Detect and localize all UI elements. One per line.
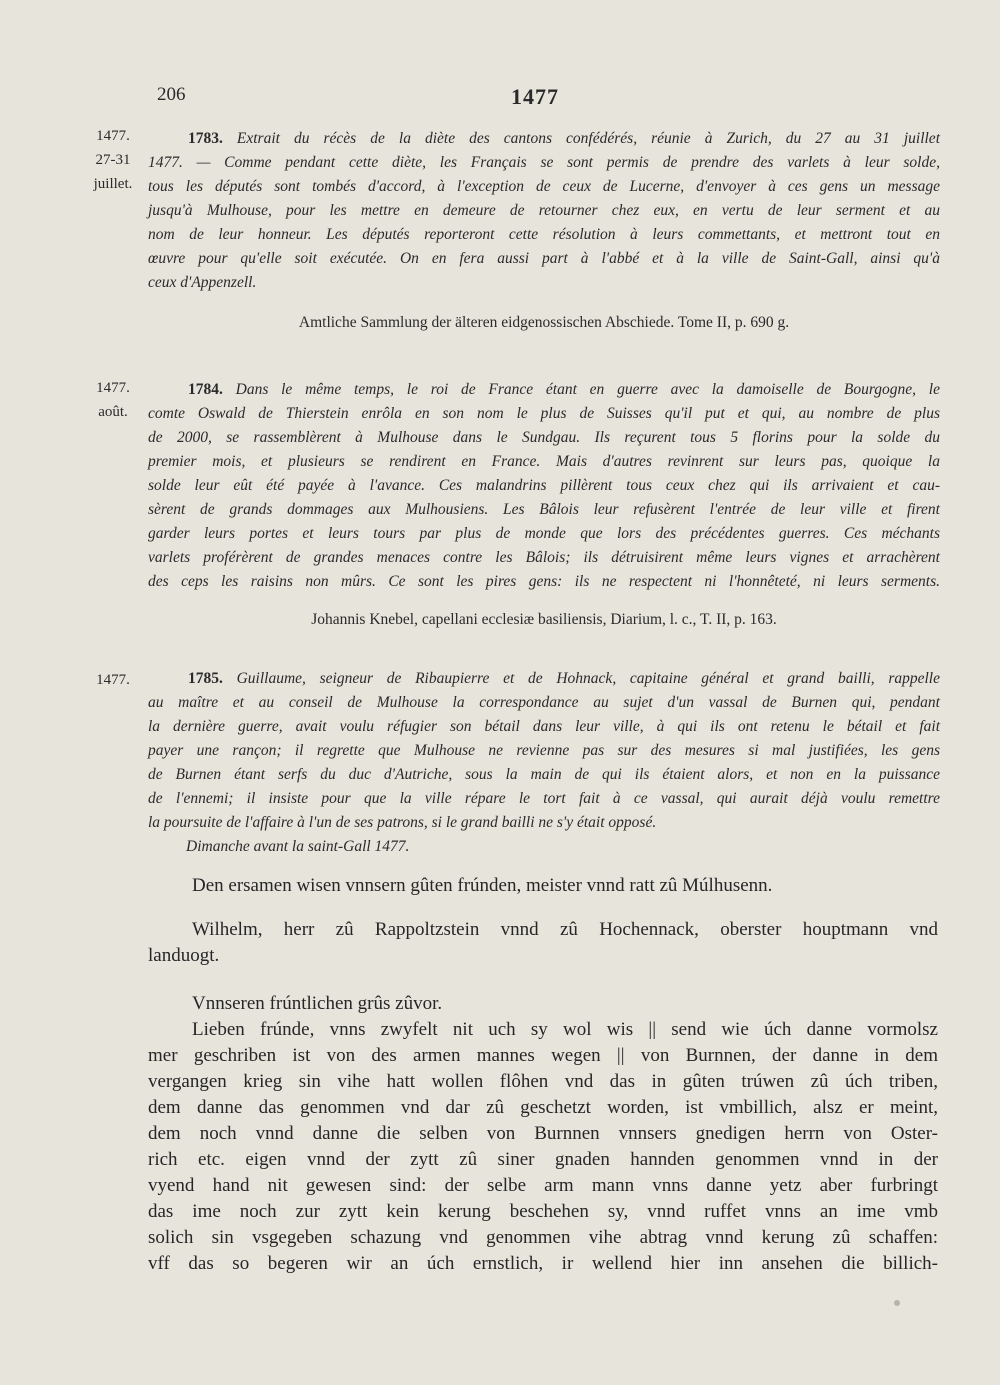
entry-line: 1783. Extrait du récès de la diète des cantons confédérés, réunie à Zurich, du 27 au 31 juillet [188, 130, 940, 147]
entry-line: au maître et au conseil de Mulhouse la correspondance au sujet d'un vassal de Burnen qui, pendant [148, 694, 940, 711]
entry-line: jusqu'à Mulhouse, pour les mettre en demeure de retourner chez eux, en vertu de leur serment et au [148, 202, 940, 219]
entry-line: 1785. Guillaume, seigneur de Ribaupierre et de Hohnack, capitaine général et grand bailli, rappelle [188, 670, 940, 687]
entry-line: varlets proférèrent de grandes menaces contre les Bâlois; ils détruisirent même leurs vignes et arrachèrent [148, 549, 940, 566]
entry-line: des ceps les raisins non mûrs. Ce sont les pires gens: ils ne respectent ni l'honnêteté, ni leurs serments. [148, 573, 940, 590]
letter-line: rich etc. eigen vnnd der zytt zû siner gnaden hannden genommen vnnd in der [148, 1149, 938, 1170]
entry-line: payer une rançon; il regrette que Mulhouse ne revienne pas sur des mesures si mal justifiées, les gens [148, 742, 940, 759]
letter-sender: Wilhelm, herr zû Rappoltzstein vnnd zû Hochennack, oberster houptmann vnd [192, 919, 938, 940]
entry-number: 1784. [188, 381, 223, 398]
letter-line: mer geschriben ist von des armen mannes wegen || von Burnnen, der danne in dem [148, 1045, 938, 1066]
date-line: Dimanche avant la saint-Gall 1477. [186, 838, 410, 855]
margin-date-1785 [78, 668, 148, 692]
margin-date-1784 [78, 376, 148, 424]
entry-line: 1784. Dans le même temps, le roi de France étant en guerre avec la damoiselle de Bourgogne, le [188, 381, 940, 398]
letter-address: Den ersamen wisen vnnsern gûten frúnden, meister vnnd ratt zû Múlhusenn. [192, 875, 773, 896]
letter-sender: landuogt. [148, 945, 220, 966]
letter-line: vergangen krieg sin vihe hatt wollen flôhen vnd das in gûten trúwen zû úch triben, [148, 1071, 938, 1092]
entry-line: garder leurs portes et leurs tours par plus de monde que lors des précédentes guerres. Ces méchants [148, 525, 940, 542]
paper-speck [894, 1300, 900, 1306]
entry-number: 1783. [188, 130, 223, 147]
source-citation-1784: Johannis Knebel, capellani ecclesiæ basiliensis, Diarium, l. c., T. II, p. 163. [311, 611, 777, 628]
entry-line: de 2000, se rassemblèrent à Mulhouse dans le Sundgau. Ils reçurent tous 5 florins pour la solde du [148, 429, 940, 446]
margin-line: 1477. [96, 380, 130, 396]
entry-line: solde leur eût été payée à l'avance. Ces malandrins pillèrent tous ceux chez qui ils arrivaient et cau- [148, 477, 940, 494]
source-citation-1783: Amtliche Sammlung der älteren eidgenossischen Abschiede. Tome II, p. 690 g. [298, 314, 790, 331]
letter-line: dem danne das genommen vnd dar zû geschetzt worden, ist vmbillich, alsz er meint, [148, 1097, 938, 1118]
letter-line: Lieben frúnde, vnns zwyfelt nit uch sy wol wis || send wie úch danne vormolsz [192, 1019, 938, 1040]
entry-1783 [148, 127, 940, 295]
entry-line: la poursuite de l'affaire à l'un de ses patrons, si le grand bailli ne s'y était opposé. [148, 814, 657, 831]
entry-line: de Burnen étant serfs du duc d'Autriche, sous la main de qui ils étaient alors, et non en la puissance [148, 766, 940, 783]
margin-line: 27-31 [95, 152, 131, 168]
entry-line: tous les députés sont tombés d'accord, à l'exception de ceux de Lucerne, d'envoyer à ces gens un message [148, 178, 940, 195]
entry-line: sèrent de grands dommages aux Mulhousiens. Les Bâlois leur refusèrent l'entrée de leur ville et firent [148, 501, 940, 518]
letter-line: vyend hand nit gewesen sind: der selbe arm mann vnns danne yetz aber furbringt [148, 1175, 938, 1196]
letter-greeting: Vnnseren frúntlichen grûs zûvor. [192, 993, 443, 1014]
page-number: 206 [157, 84, 186, 105]
entry-line: premier mois, et plusieurs se rendirent en France. Mais d'autres revinrent sur leurs pas, quoique la [148, 453, 940, 470]
entry-line: de l'ennemi; il insiste pour que la ville répare le tort fait à ce vassal, qui aurait déjà voulu remettre [148, 790, 940, 807]
entry-1785 [148, 667, 940, 859]
letter-line: das ime noch zur zytt kein kerung beschehen sy, vnnd ruffet vnns an ime vmb [148, 1201, 938, 1222]
margin-line: août. [98, 404, 128, 420]
margin-line: 1477. [96, 672, 130, 688]
margin-line: 1477. [96, 128, 130, 144]
letter-line: solich sin vsgegeben schazung vnd genommen vihe abtrag vnnd kerung zû schaffen: [148, 1227, 938, 1248]
entry-line: ceux d'Appenzell. [148, 274, 257, 291]
running-head-year: 1477 [511, 84, 559, 109]
entry-1784 [148, 378, 940, 594]
entry-line: œuvre pour qu'elle soit exécutée. On en fera aussi part à l'abbé et à la ville de Saint-Gall, ainsi qu'à [148, 250, 940, 267]
entry-line: 1477. — Comme pendant cette diète, les Français se sont permis de prendre des varlets à leur solde, [148, 154, 940, 171]
margin-line: juillet. [93, 176, 133, 192]
letter-line: dem noch vnnd danne die selben von Burnnen vnnsers gnedigen herrn von Oster- [148, 1123, 938, 1144]
entry-line: la dernière guerre, avait voulu réfugier son bétail dans leur ville, à qui ils ont retenu le bétail et fait [148, 718, 940, 735]
letter-line: vff das so begeren wir an úch ernstlich, ir wellend hier inn ansehen die billich- [148, 1253, 938, 1274]
entry-line: comte Oswald de Thierstein enrôla en son nom le plus de Suisses qu'il put et qui, au nombre de plus [148, 405, 940, 422]
entry-number: 1785. [188, 670, 223, 687]
german-letter [148, 873, 938, 1277]
entry-line: nom de leur honneur. Les députés reporteront cette résolution à leurs commettants, et mettront tout en [148, 226, 940, 243]
margin-date-1783 [78, 124, 148, 196]
